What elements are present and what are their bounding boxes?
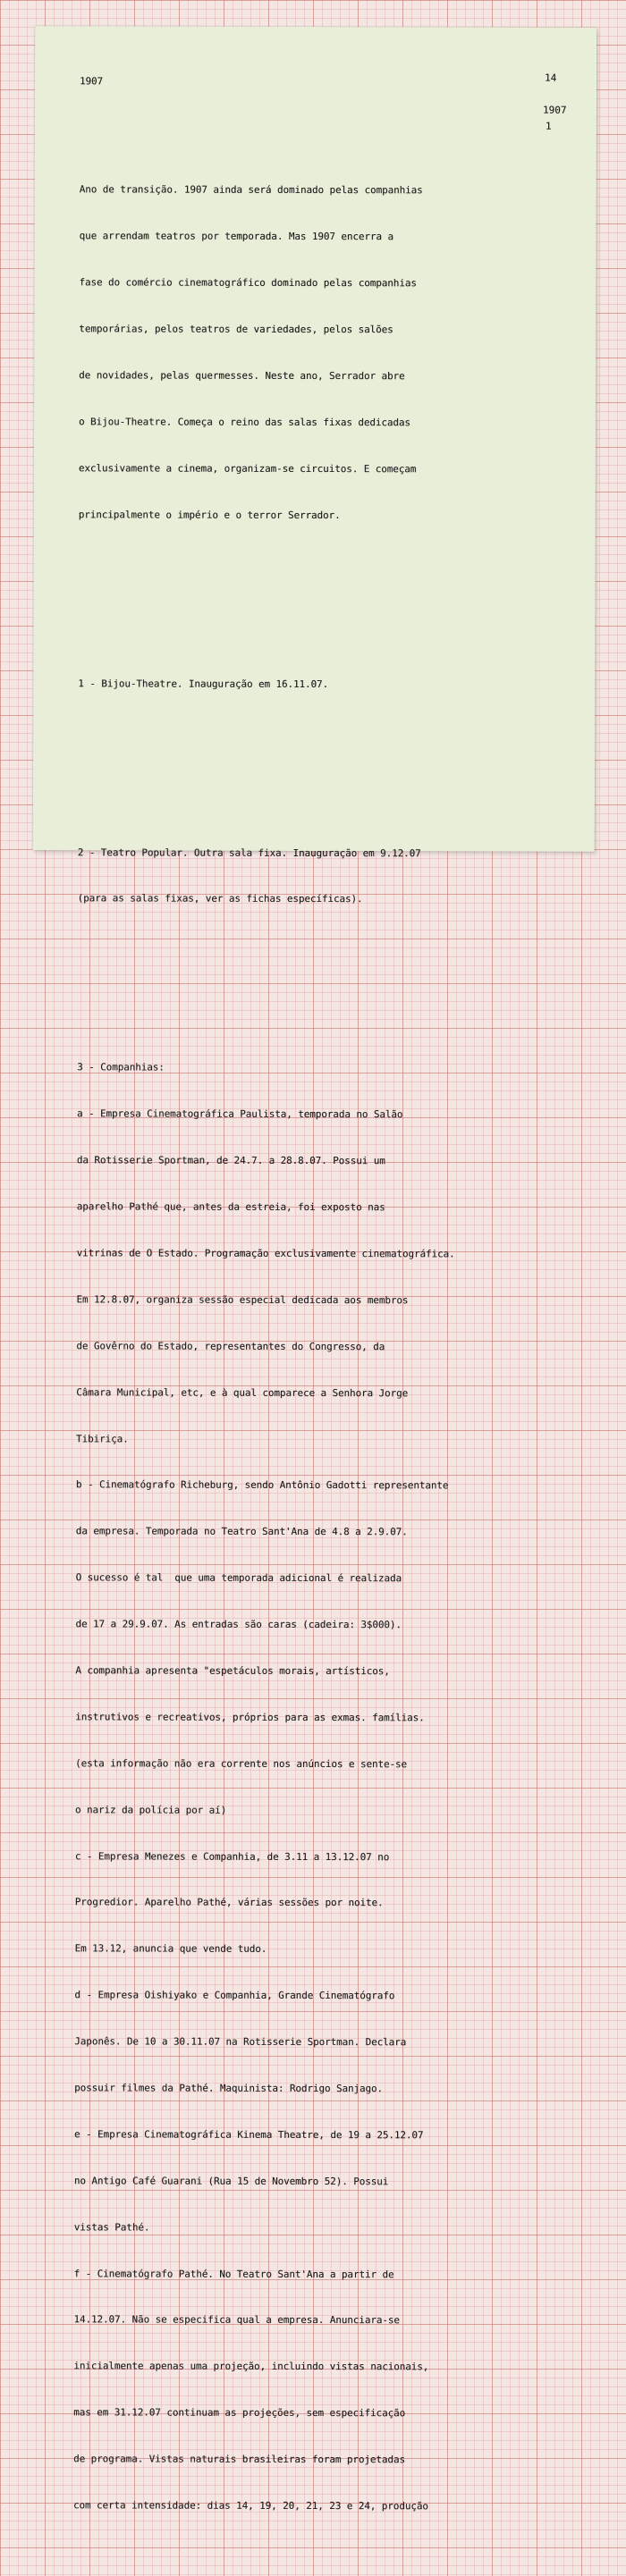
text-line: c - Empresa Menezes e Companhia, de 3.11 a 13.12.07 no — [74, 1849, 390, 1863]
text-line: a - Empresa Cinematográfica Paulista, temporada no Salão — [77, 1107, 403, 1121]
text-line: (para as salas fixas, ver as fichas específicas). — [77, 892, 363, 905]
text-line: o nariz da polícia por aí) — [74, 1803, 227, 1816]
text-line: Em 13.12, anuncia que vende tudo. — [74, 1942, 267, 1956]
item-3-companies — [73, 1029, 587, 2546]
text-line: 2 - Teatro Popular. Outra sala fixa. Inauguração em 9.12.07 — [77, 846, 421, 859]
text-line: de novidades, pelas quermesses. Neste ano, Serrador abre — [79, 369, 405, 383]
text-line: de 17 a 29.9.07. As entradas são caras (cadeira: 3$000). — [75, 1618, 402, 1631]
section-heading: 3 - Companhias: — [77, 1061, 165, 1073]
text-line: 1 - Bijou-Theatre. Inauguração em 16.11.07. — [78, 677, 329, 690]
text-line: possuir filmes da Pathé. Maquinista: Rodrigo Sanjago. — [74, 2082, 384, 2095]
text-line: 14.12.07. Não se especifica qual a empresa. Anunciara-se — [73, 2313, 400, 2327]
text-line: Em 12.8.07, organiza sessão especial dedicada aos membros — [76, 1293, 409, 1307]
text-line: vitrinas de O Estado. Programação exclusivamente cinematográfica. — [76, 1247, 455, 1260]
document-body — [73, 42, 589, 2576]
text-line: temporárias, pelos teatros de variedades, pelos salões — [79, 323, 393, 336]
text-line: mas em 31.12.07 continuam as projeções, sem especificação — [73, 2406, 406, 2420]
text-line: e - Empresa Cinematográfica Kinema Theatre, de 19 a 25.12.07 — [74, 2128, 424, 2142]
text-line: de programa. Vistas naturais brasileiras foram projetadas — [73, 2453, 405, 2466]
text-line: da Rotisserie Sportman, de 24.7. a 28.8.07. Possui um — [76, 1154, 385, 1167]
text-line: principalmente o império e o terror Serrador. — [78, 508, 341, 521]
text-line: Progredior. Aparelho Pathé, várias sessões por noite. — [74, 1896, 384, 1909]
text-line: A companhia apresenta "espetáculos morais, artísticos, — [75, 1664, 390, 1678]
text-line: que arrendam teatros por temporada. Mas 1907 encerra a — [79, 230, 393, 243]
text-line: b - Cinematógrafo Richeburg, sendo Antônio Gadotti representante — [75, 1478, 449, 1492]
typewritten-page — [33, 26, 596, 2513]
text-line: Câmara Municipal, etc, e à qual comparece a Senhora Jorge — [76, 1385, 409, 1399]
item-2-paragraph — [78, 813, 588, 939]
text-line: Japonês. De 10 a 30.11.07 na Rotisserie Sportman. Declara — [74, 2035, 407, 2049]
text-line: (esta informação não era corrente nos anúncios e sente-se — [75, 1757, 408, 1771]
text-line: fase do comércio cinematográfico dominado pelas companhias — [79, 276, 417, 290]
intro-paragraph — [79, 151, 589, 554]
text-line: o Bijou-Theatre. Começa o reino das salas fixas dedicadas — [79, 416, 410, 429]
text-line: Tibiriça. — [76, 1432, 129, 1444]
margin-year-reference: 1907 — [542, 104, 567, 116]
text-line: de Govêrno do Estado, representantes do Congresso, da — [76, 1340, 385, 1352]
text-line: aparelho Pathé que, antes da estreia, foi exposto nas — [76, 1200, 385, 1214]
page-number: 14 — [545, 72, 557, 84]
text-line: f - Cinematógrafo Pathé. No Teatro Sant'Ana a partir de — [73, 2267, 394, 2280]
text-line: com certa intensidade: dias 14, 19, 20, 21, 23 e 24, produção — [72, 2499, 428, 2513]
margin-index-reference: 1 — [545, 120, 552, 132]
text-line: inicialmente apenas uma projeção, incluindo vistas nacionais, — [73, 2360, 429, 2373]
text-line: Ano de transição. 1907 ainda será dominado pelas companhias — [79, 183, 423, 197]
text-line: da empresa. Temporada no Teatro Sant'Ana de 4.8 a 2.9.07. — [75, 1525, 408, 1538]
document-heading-year: 1907 — [80, 74, 104, 87]
text-line: O sucesso é tal que uma temporada adicional é realizada — [75, 1571, 402, 1585]
text-line: vistas Pathé. — [73, 2220, 150, 2234]
text-line: d - Empresa Oishiyako e Companhia, Grande Cinematógrafo — [74, 1989, 395, 2002]
text-line: no Antigo Café Guarani (Rua 15 de Novembro 52). Possui — [73, 2175, 389, 2188]
item-1-paragraph — [78, 644, 588, 723]
text-line: instrutivos e recreativos, próprios para as exmas. famílias. — [75, 1711, 425, 1724]
text-line: exclusivamente a cinema, organizam-se circuitos. E começam — [78, 462, 417, 476]
